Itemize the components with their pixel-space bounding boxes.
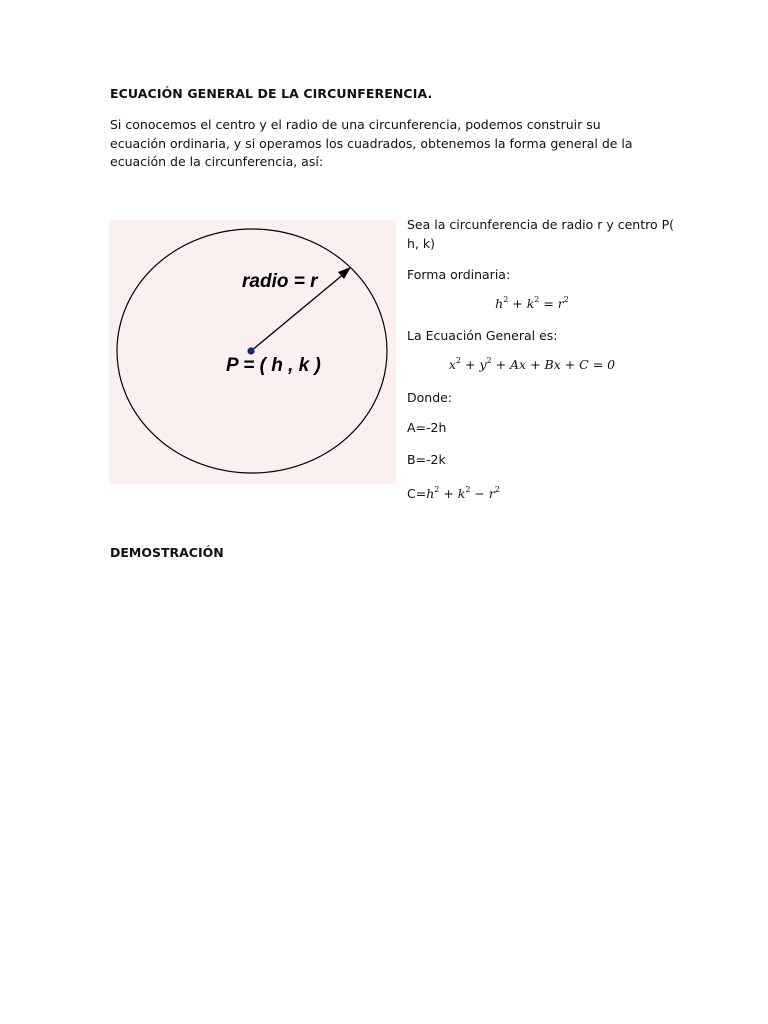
document-title: ECUACIÓN GENERAL DE LA CIRCUNFERENCIA. (110, 86, 433, 101)
circle-description-line1: Sea la circunferencia de radio r y centro P( (407, 217, 675, 232)
general-equation: $x^2 + y^2 + Ax + Bx + C = 0$ (448, 356, 616, 373)
circle-diagram (109, 220, 396, 484)
demonstration-heading: DEMOSTRACIÓN (110, 545, 224, 560)
intro-paragraph: Si conocemos el centro y el radio de una circunferencia, podemos construir su ecuación ordinaria, y si operamos los cuadrados, obtenemos la forma general de la ecuación de la circunferencia, así: (110, 117, 633, 169)
a-definition: A=-2h (407, 420, 447, 435)
center-point (247, 347, 254, 354)
circle-description (407, 215, 675, 253)
c-definition: $C=h^2 + k^2 - r^2$ (407, 485, 500, 502)
circle-figure (109, 220, 396, 484)
ordinary-form-heading: Forma ordinaria: (407, 267, 511, 282)
center-label: P = ( h , k ) (226, 355, 321, 376)
general-equation-heading: La Ecuación General es: (407, 328, 558, 343)
ordinary-form-equation: $h^2 + k^2 = r^2$ (495, 295, 569, 312)
circle-description-line2: h, k) (407, 236, 435, 251)
where-heading: Donde: (407, 390, 453, 405)
radius-label: radio = r (242, 271, 318, 292)
b-definition: B=-2k (407, 452, 446, 467)
